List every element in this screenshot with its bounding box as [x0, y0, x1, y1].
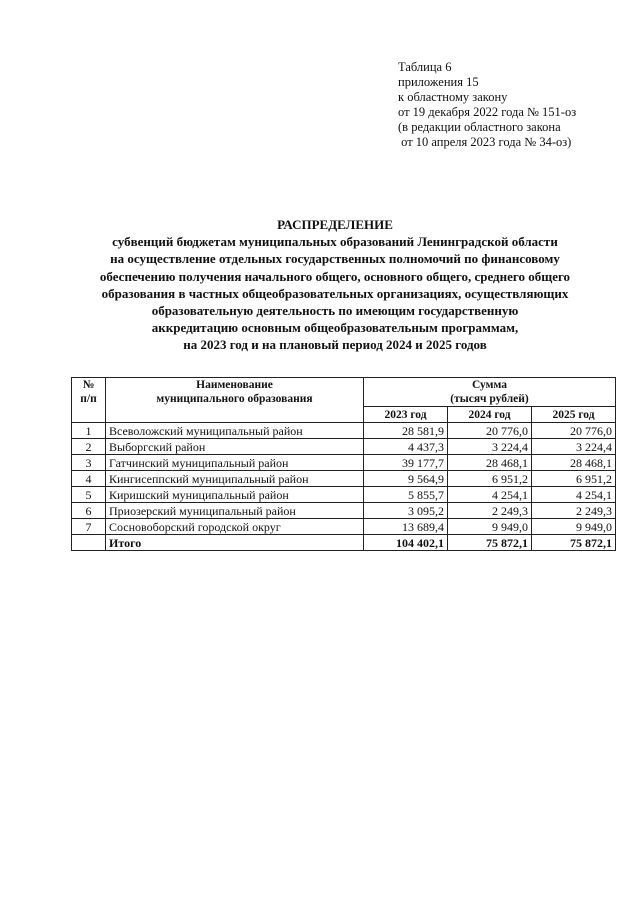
header-line: от 19 декабря 2022 года № 151-оз	[398, 105, 577, 119]
row-name: Кингисеппский муниципальный район	[106, 471, 364, 487]
row-value-2024: 3 224,4	[448, 439, 532, 455]
table-row	[72, 487, 616, 503]
table-row	[72, 503, 616, 519]
total-number	[72, 535, 106, 551]
row-value-2024: 20 776,0	[448, 423, 532, 439]
appendix-header	[398, 60, 576, 150]
header-number-line2: п/п	[80, 393, 97, 405]
row-value-2025: 9 949,0	[532, 519, 616, 535]
row-value-2025: 2 249,3	[532, 503, 616, 519]
title-line: образовательную деятельность по имеющим государственную	[151, 303, 519, 319]
row-value-2025: 6 951,2	[532, 471, 616, 487]
header-name-line1: Наименование	[196, 379, 273, 391]
header-name	[106, 378, 364, 423]
title-line: на осуществление отдельных государственных полномочий по финансовому	[110, 251, 560, 267]
row-value-2024: 2 249,3	[448, 503, 532, 519]
header-name-line2: муниципального образования	[156, 393, 313, 405]
title-line: субвенций бюджетам муниципальных образований Ленинградской области	[112, 234, 558, 250]
total-value-2023: 104 402,1	[364, 535, 448, 551]
title-line: обеспечению получения начального общего, основного общего, среднего общего	[99, 268, 571, 284]
row-name: Гатчинский муниципальный район	[106, 455, 364, 471]
total-value-2024: 75 872,1	[448, 535, 532, 551]
row-value-2023: 39 177,7	[364, 455, 448, 471]
row-number: 7	[72, 519, 106, 535]
table-row	[72, 423, 616, 439]
row-value-2023: 4 437,3	[364, 439, 448, 455]
row-number: 5	[72, 487, 106, 503]
row-value-2024: 4 254,1	[448, 487, 532, 503]
row-name: Всеволожский муниципальный район	[106, 423, 364, 439]
header-number	[72, 378, 106, 423]
row-name: Киришский муниципальный район	[106, 487, 364, 503]
header-line: Таблица 6	[398, 60, 452, 74]
row-value-2025: 20 776,0	[532, 423, 616, 439]
title-line: аккредитацию основным общеобразовательным программам,	[151, 320, 519, 336]
title-line: образования в частных общеобразовательных организациях, осуществляющих	[101, 285, 569, 301]
row-value-2024: 28 468,1	[448, 455, 532, 471]
row-value-2023: 5 855,7	[364, 487, 448, 503]
table-header-row	[72, 378, 616, 407]
row-number: 2	[72, 439, 106, 455]
header-year-2024: 2024 год	[448, 407, 532, 423]
row-value-2024: 9 949,0	[448, 519, 532, 535]
title-line: на 2023 год и на плановый период 2024 и 2025 годов	[183, 337, 487, 353]
document-title	[60, 216, 610, 354]
row-name: Приозерский муниципальный район	[106, 503, 364, 519]
header-line: приложения 15	[398, 75, 479, 89]
row-value-2023: 13 689,4	[364, 519, 448, 535]
row-value-2023: 3 095,2	[364, 503, 448, 519]
header-line: к областному закону	[398, 90, 508, 104]
row-value-2023: 9 564,9	[364, 471, 448, 487]
total-label: Итого	[106, 535, 364, 551]
row-number: 4	[72, 471, 106, 487]
total-value-2025: 75 872,1	[532, 535, 616, 551]
header-sum-line1: Сумма	[472, 379, 507, 391]
header-line: от 10 апреля 2023 года № 34-оз)	[398, 135, 572, 149]
row-value-2025: 4 254,1	[532, 487, 616, 503]
table-row	[72, 519, 616, 535]
header-year-2023: 2023 год	[364, 407, 448, 423]
table-row	[72, 471, 616, 487]
header-year-2025: 2025 год	[532, 407, 616, 423]
row-value-2024: 6 951,2	[448, 471, 532, 487]
title-heading: РАСПРЕДЕЛЕНИЕ	[277, 217, 393, 232]
distribution-table	[71, 377, 616, 551]
header-number-line1: №	[82, 379, 95, 391]
row-value-2025: 28 468,1	[532, 455, 616, 471]
row-value-2023: 28 581,9	[364, 423, 448, 439]
table-total-row	[72, 535, 616, 551]
header-line: (в редакции областного закона	[398, 120, 561, 134]
row-value-2025: 3 224,4	[532, 439, 616, 455]
row-name: Сосновоборский городской округ	[106, 519, 364, 535]
header-sum-line2: (тысяч рублей)	[450, 393, 529, 405]
table-row	[72, 439, 616, 455]
row-name: Выборгский район	[106, 439, 364, 455]
table-row	[72, 455, 616, 471]
row-number: 6	[72, 503, 106, 519]
row-number: 1	[72, 423, 106, 439]
header-sum	[364, 378, 616, 407]
row-number: 3	[72, 455, 106, 471]
